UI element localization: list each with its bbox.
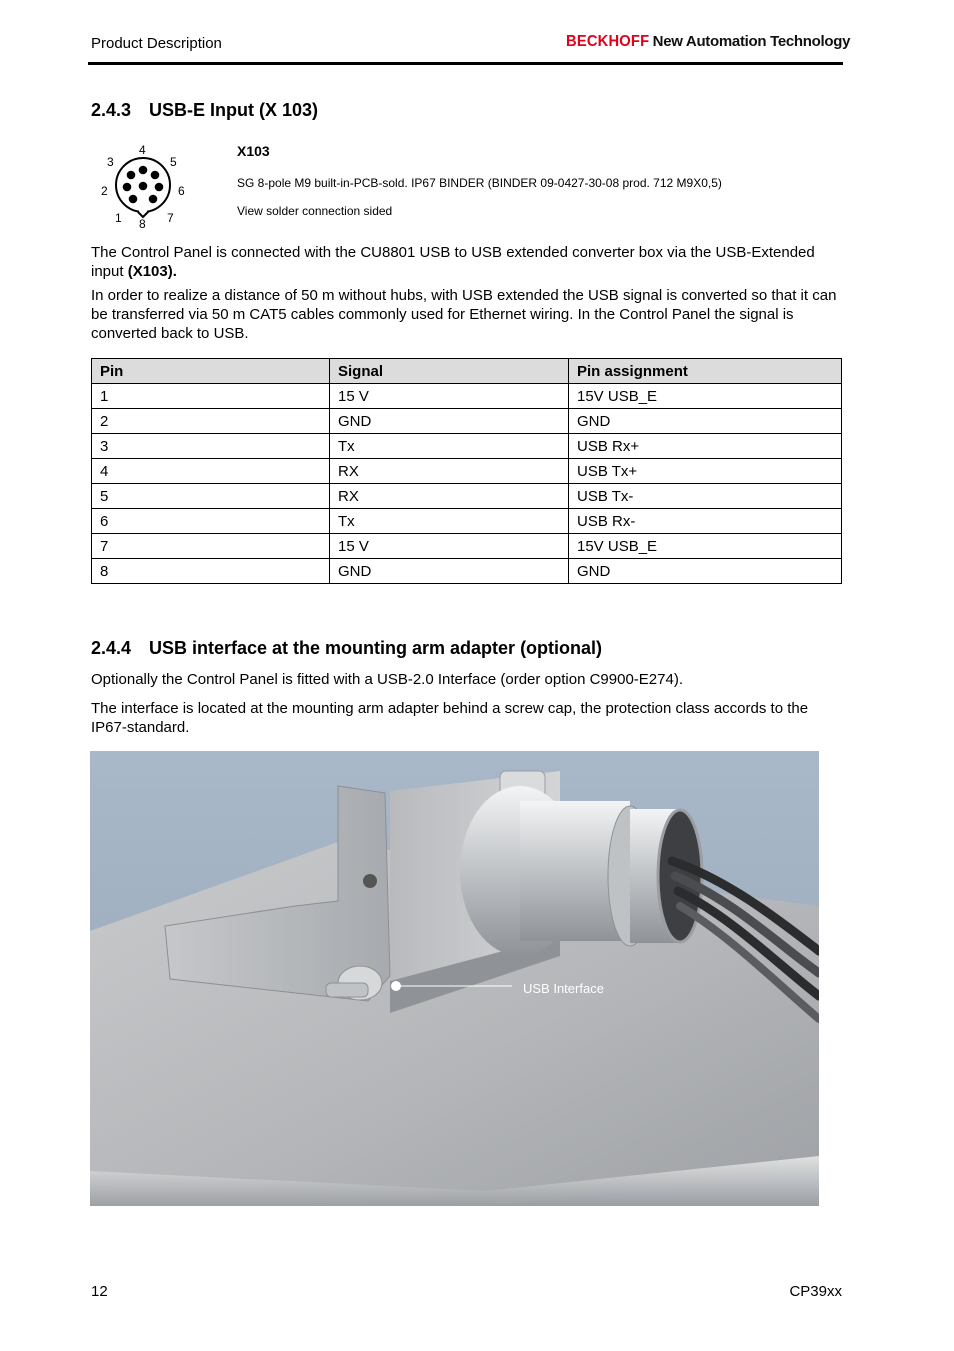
cell-signal: RX xyxy=(330,459,569,484)
cell-assignment: USB Tx- xyxy=(569,484,842,509)
callout-dot xyxy=(391,981,401,991)
pin-3 xyxy=(127,171,136,180)
table-row xyxy=(92,534,842,559)
cell-pin: 4 xyxy=(92,459,330,484)
cell-signal: 15 V xyxy=(330,384,569,409)
cell-pin: 7 xyxy=(92,534,330,559)
pin-label-2: 2 xyxy=(101,184,108,198)
screw-hole xyxy=(363,874,377,888)
section-title: USB interface at the mounting arm adapter (optional) xyxy=(149,638,603,658)
option-paragraph: Optionally the Control Panel is fitted with a USB-2.0 Interface (order option C9900-E274). xyxy=(91,671,683,688)
table-row xyxy=(92,459,842,484)
connector-spec: SG 8-pole M9 built-in-PCB-sold. IP67 BINDER (BINDER 09-0427-30-08 prod. 712 M9X0,5) xyxy=(237,176,722,190)
location-paragraph: The interface is located at the mounting arm adapter behind a screw cap, the protection class accords to the IP67-standard. xyxy=(91,700,809,736)
table-row xyxy=(92,409,842,434)
cell-signal: GND xyxy=(330,409,569,434)
section-heading-2-4-3 xyxy=(91,100,318,121)
pin-assignment-table xyxy=(91,358,842,584)
pin-7 xyxy=(149,195,158,204)
pin-8 xyxy=(139,182,148,191)
section-heading-2-4-4 xyxy=(91,638,602,659)
callout-label: USB Interface xyxy=(523,981,604,996)
cell-assignment: 15V USB_E xyxy=(569,534,842,559)
header-pin-assignment: Pin assignment xyxy=(569,359,842,384)
table-row xyxy=(92,484,842,509)
pin-label-7: 7 xyxy=(167,211,174,225)
pin-1 xyxy=(129,195,138,204)
document-name: CP39xx xyxy=(789,1283,842,1300)
pin-label-4: 4 xyxy=(139,143,146,157)
cell-pin: 3 xyxy=(92,434,330,459)
cell-assignment: GND xyxy=(569,559,842,584)
distance-paragraph: In order to realize a distance of 50 m without hubs, with USB extended the USB signal is converted so that it can be transferred via 50 m CAT5 cables commonly used for Ethernet wiring. In the Control Panel the signal is converted back to USB. xyxy=(91,287,837,342)
intro-paragraph xyxy=(91,243,841,281)
cell-assignment: GND xyxy=(569,409,842,434)
mounting-arm-photo xyxy=(90,751,819,1206)
pin-4 xyxy=(139,166,148,175)
table-row xyxy=(92,509,842,534)
cell-signal: Tx xyxy=(330,434,569,459)
header-signal: Signal xyxy=(330,359,569,384)
header-rule xyxy=(88,62,843,65)
pin-label-8: 8 xyxy=(139,217,146,231)
cell-signal: Tx xyxy=(330,509,569,534)
cell-signal: RX xyxy=(330,484,569,509)
connector-view-note: View solder connection sided xyxy=(237,204,393,218)
pin-label-5: 5 xyxy=(170,155,177,169)
pin-5 xyxy=(151,171,160,180)
header-pin: Pin xyxy=(92,359,330,384)
cell-assignment: USB Tx+ xyxy=(569,459,842,484)
intro-text: The Control Panel is connected with the CU8801 USB to USB extended converter box via the USB-Extended input xyxy=(91,244,815,280)
cell-pin: 2 xyxy=(92,409,330,434)
table-header-row xyxy=(92,359,842,384)
cell-assignment: USB Rx+ xyxy=(569,434,842,459)
cell-pin: 1 xyxy=(92,384,330,409)
brand-logo-text: BECKHOFF xyxy=(566,33,650,50)
cell-pin: 5 xyxy=(92,484,330,509)
pin-label-1: 1 xyxy=(115,211,122,225)
section-number: 2.4.4 xyxy=(91,638,132,658)
connector-pinout-diagram xyxy=(96,142,192,234)
table-row xyxy=(92,434,842,459)
cell-assignment: 15V USB_E xyxy=(569,384,842,409)
brand-tagline: New Automation Technology xyxy=(652,33,851,50)
pin-2 xyxy=(123,183,132,192)
connector-name: X103 xyxy=(237,143,270,159)
cell-assignment: USB Rx- xyxy=(569,509,842,534)
cell-signal: 15 V xyxy=(330,534,569,559)
table-row xyxy=(92,559,842,584)
page-number: 12 xyxy=(91,1283,108,1300)
intro-bold-ref: (X103). xyxy=(127,263,177,280)
section-title: USB-E Input (X 103) xyxy=(149,100,319,120)
cell-pin: 8 xyxy=(92,559,330,584)
pin-label-6: 6 xyxy=(178,184,185,198)
cell-pin: 6 xyxy=(92,509,330,534)
pin-6 xyxy=(155,183,164,192)
pin-label-3: 3 xyxy=(107,155,114,169)
table-row xyxy=(92,384,842,409)
screw-cap-tab xyxy=(326,983,368,997)
beckhoff-logo xyxy=(566,33,850,51)
section-number: 2.4.3 xyxy=(91,100,132,120)
header-section-label: Product Description xyxy=(91,35,222,52)
cell-signal: GND xyxy=(330,559,569,584)
